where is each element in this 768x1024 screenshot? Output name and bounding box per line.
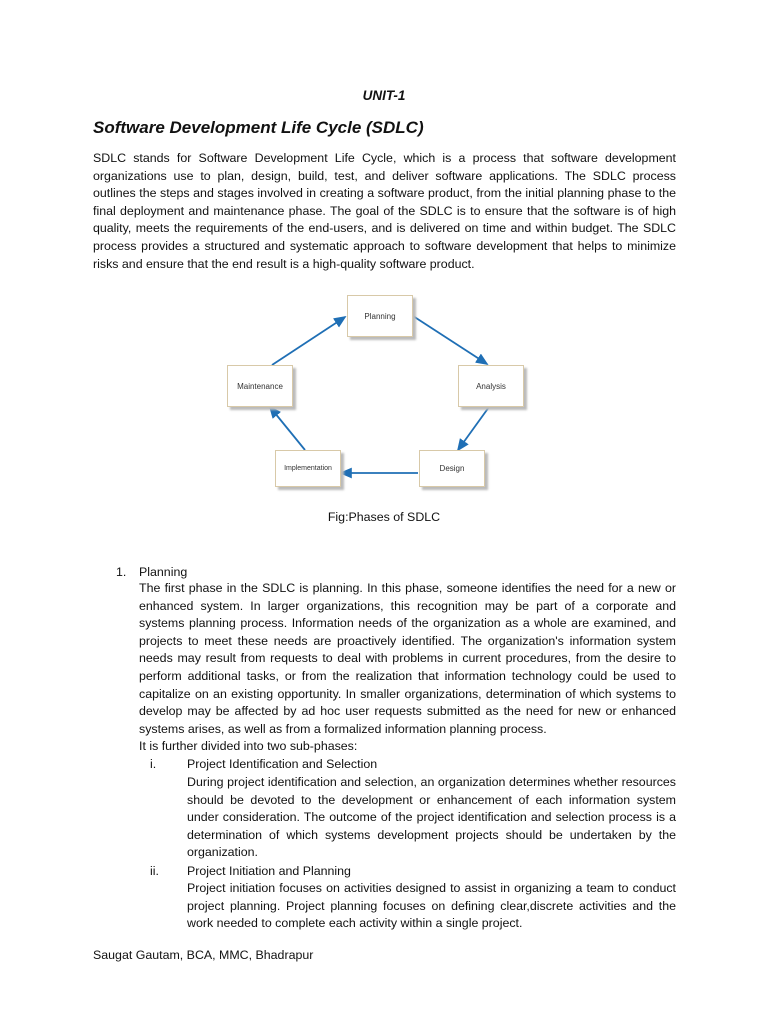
phase-design: Design xyxy=(419,450,485,487)
phase-implementation: Implementation xyxy=(275,450,341,487)
sub-body: Project initiation focuses on activities designed to assist in organizing a team to conduct project planning. Project planning focuses on defining clear,discrete activities and the work needed to complete each activity within a single project. xyxy=(187,881,676,931)
page-footer: Saugat Gautam, BCA, MMC, Bhadrapur xyxy=(93,948,314,962)
section-number: 1. xyxy=(116,565,127,579)
arrow-planning-analysis xyxy=(413,316,487,364)
page-title: Software Development Life Cycle (SDLC) xyxy=(93,118,424,137)
phase-planning: Planning xyxy=(347,295,413,337)
phase-analysis: Analysis xyxy=(458,365,524,407)
sub-number: ii. xyxy=(150,864,159,878)
sub-body: During project identification and selection, an organization determines whether resources should be devoted to the development or enhancement of each information system under consideration. The outcome of the project identification and selection process is a determination of which systems development projects should be undertaken by the organization. xyxy=(187,775,676,860)
section-body xyxy=(139,580,676,756)
intro-paragraph: SDLC stands for Software Development Life Cycle, which is a process that software development organizations use to plan, design, build, test, and deliver software applications. The SDLC process outlines the steps and stages involved in creating a software product, from the initial planning phase to the final deployment and maintenance phase. The goal of the SDLC is to ensure that the software is of high quality, meets the requirements of the end-users, and is delivered on time and within budget. The SDLC process provides a structured and systematic approach to software development that helps to minimize risks and ensure that the end result is a high-quality software product. xyxy=(93,151,676,271)
arrow-analysis-design xyxy=(458,407,489,450)
sdlc-diagram xyxy=(225,285,525,485)
sub-heading: Project Identification and Selection xyxy=(187,757,378,771)
phase-maintenance: Maintenance xyxy=(227,365,293,407)
arrow-maintenance-planning xyxy=(272,317,345,365)
section-heading: Planning xyxy=(139,565,188,579)
figure-caption: Fig:Phases of SDLC xyxy=(327,510,441,524)
planning-paragraph: The first phase in the SDLC is planning. In this phase, someone identifies the need for a new or enhanced system. In larger organizations, this recognition may be part of a corporate and systems planning process. Information needs of the organization as a whole are examined, and projects to meet these needs are proactively identified. The organization's information system needs may result from requests to deal with problems in current procedures, from the desire to perform additional tasks, or from the realization that information technology could be used to capitalize on an existing opportunity. In smaller organizations, determination of which systems to develop may be affected by ad hoc user requests submitted as the need for new or enhanced systems arises, as well as from a formalized information planning process. xyxy=(139,581,676,736)
sub-heading: Project Initiation and Planning xyxy=(187,864,351,878)
unit-label: UNIT-1 xyxy=(362,88,406,103)
arrow-implementation-maintenance xyxy=(270,407,305,450)
sub-number: i. xyxy=(150,757,157,771)
sub-phases-lead: It is further divided into two sub-phases: xyxy=(139,739,358,754)
